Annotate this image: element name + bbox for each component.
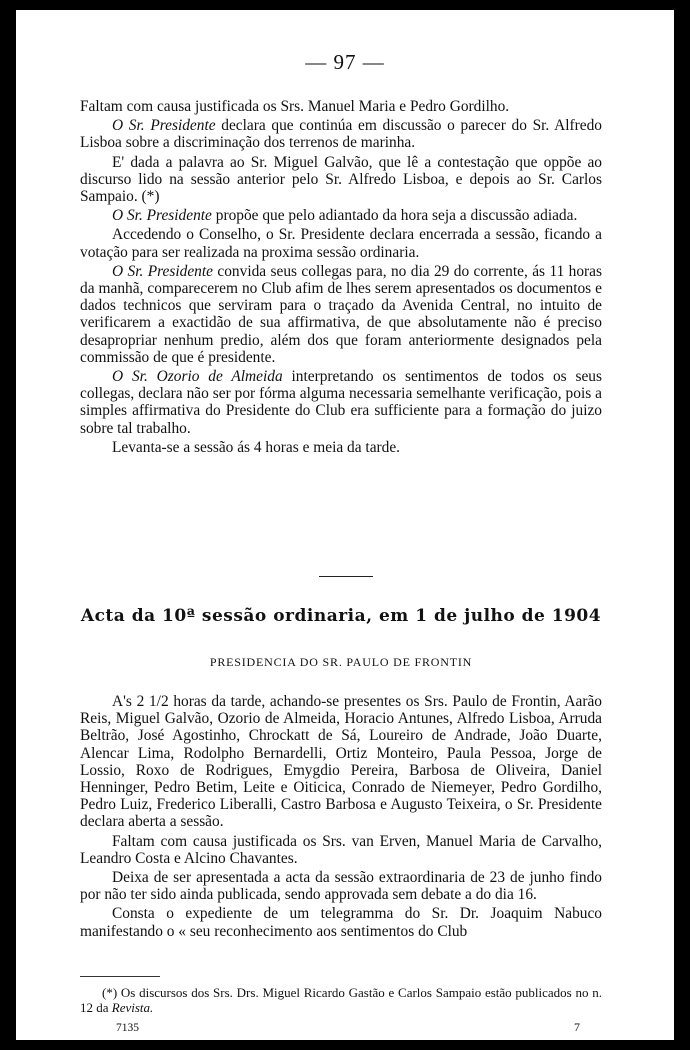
page-number: — 97 — [305,50,385,74]
section-subheading: PRESIDENCIA DO SR. PAULO DE FRONTIN [209,655,473,669]
paragraph: Accedendo o Conselho, o Sr. Presidente declara encerrada a sessão, ficando a votação para ser realizada na proxima sessão ordinaria. [80,226,602,261]
document-page [16,10,674,1040]
paragraph: Faltam com causa justificada os Srs. Manuel Maria e Pedro Gordilho. [80,98,510,115]
paragraph: Deixa de ser apresentada a acta da sessão extraordinaria de 23 de junho findo por não ter sido ainda publicada, sendo approvada sem debate a do dia 16. [80,869,602,904]
printer-signature: 7135 [116,1022,139,1034]
section-heading: Acta da 10ª sessão ordinaria, em 1 de julho de 1904 [80,606,602,626]
speaker-name: O Sr. Presidente [112,207,212,225]
footnote-rule [80,976,160,977]
paragraph: E' dada a palavra ao Sr. Miguel Galvão, que lê a contestação que oppõe ao discurso lido na sessão anterior pelo Sr. Alfredo Lisboa, e depois ao Sr. Carlos Sampaio. (*) [80,153,602,206]
footnote: (*) Os discursos dos Srs. Drs. Miguel Ricardo Gastão e Carlos Sampaio estão publicados no n. 12 da Revista. [80,985,602,1015]
paragraph: Faltam com causa justificada os Srs. van Erven, Manuel Maria de Carvalho, Leandro Costa e Alcino Chavantes. [80,832,602,867]
paragraph: Consta o expediente de um telegramma do Sr. Dr. Joaquim Nabuco manifestando o « seu reconhecimento aos sentimentos do Club [80,905,602,940]
gathering-mark: 7 [574,1020,580,1034]
paragraph: O Sr. Presidente convida seus collegas para, no dia 29 do corrente, ás 11 horas da manhã, comparecerem no Club afim de lhes serem apresentados os documentos e dados technicos que serviram para o traçado da Avenida Central, no intuito de verificarem a exactidão de sua affirmativa, de que absolutamente não é preciso desapropriar nenhum predio, além dos que foram anteriormente designados pela commissão de que é presidente. [80,262,602,366]
speaker-name: O Sr. Ozorio de Almeida [112,368,283,386]
journal-name: Revista. [111,1000,154,1015]
speaker-name: O Sr. Presidente [112,262,213,280]
speaker-name: O Sr. Presidente [112,117,216,135]
section1-body [80,98,602,456]
paragraph: Levanta-se a sessão ás 4 horas e meia da tarde. [112,438,401,456]
paragraph: A's 2 1/2 horas da tarde, achando-se presentes os Srs. Paulo de Frontin, Aarão Reis, Miguel Galvão, Ozorio de Almeida, Horacio Antunes, Alfredo Lisboa, Arruda Beltrão, José Agostinho, Chrockatt de Sá, Loureiro de Andrade, João Duarte, Alencar Lima, Rodolpho Bernardelli, Ortiz Monteiro, Paula Pessoa, Jorge de Lossio, Roxo de Rodrigues, Emygdio Pereira, Barbosa de Oliveira, Daniel Henninger, Pedro Betim, Leite e Oiticica, Conrado de Niemeyer, Pedro Gordilho, Pedro Luiz, Frederico Liberalli, Castro Barbosa e Augusto Teixeira, o Sr. Presidente declara aberta a sessão. [80,693,602,831]
paragraph: O Sr. Ozorio de Almeida interpretando os sentimentos de todos os seus collegas, declara não ser por fórma alguma necessaria semelhante verificação, pois a simples affirmativa do Presidente do Club era sufficiente para a formação do juizo sobre tal trabalho. [80,368,602,437]
paragraph: O Sr. Presidente propõe que pelo adiantado da hora seja a discussão adiada. [112,207,578,225]
paragraph: O Sr. Presidente declara que continúa em discussão o parecer do Sr. Alfredo Lisboa sobre a discriminação dos terrenos de marinha. [80,117,602,152]
section-divider [319,576,373,577]
section2-body [80,693,602,940]
